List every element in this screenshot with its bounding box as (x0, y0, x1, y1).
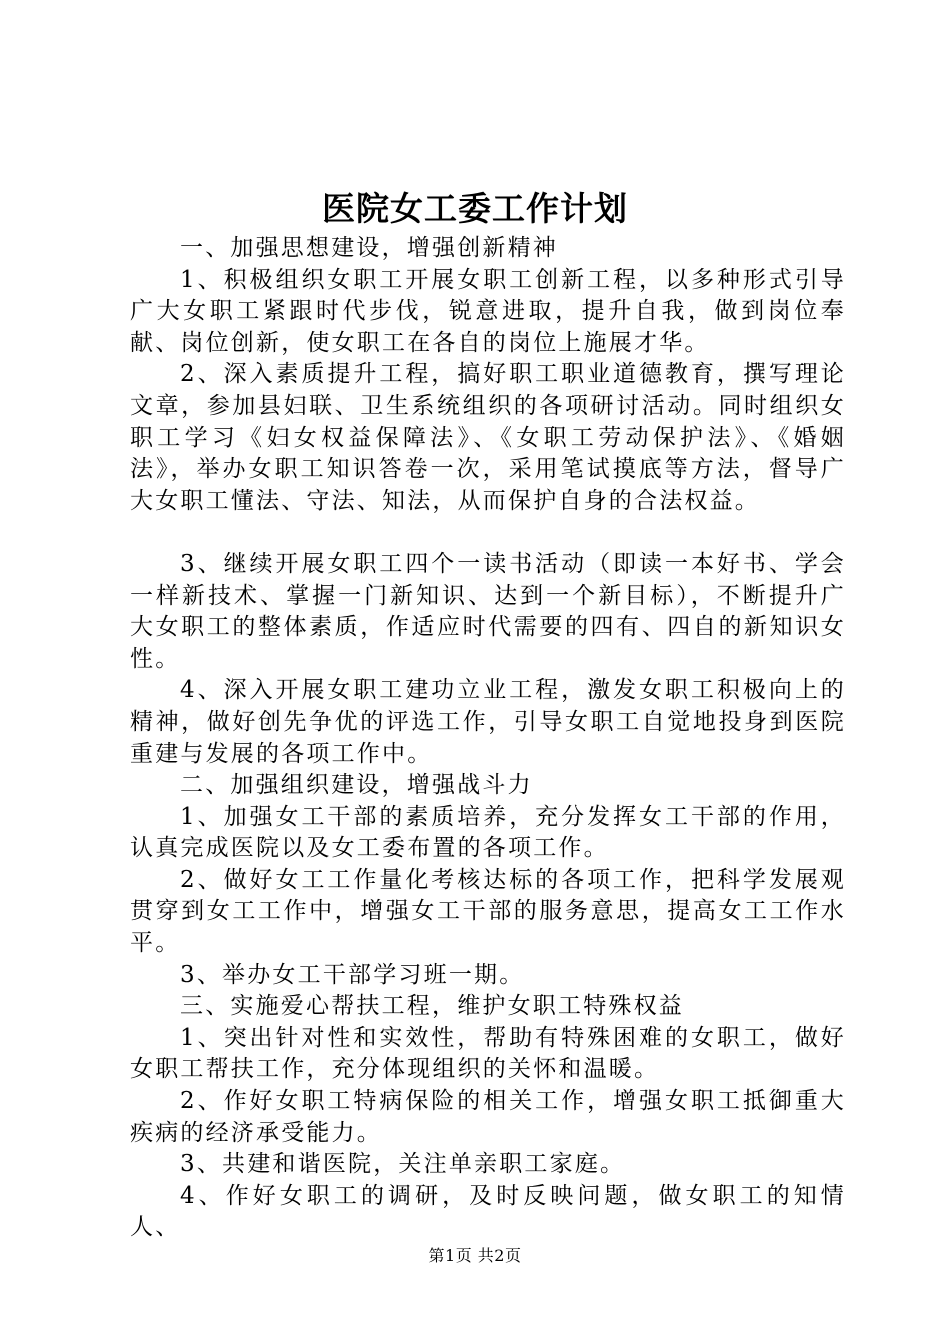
paragraph: 3、举办女工干部学习班一期。 (180, 961, 525, 988)
document-title: 医院女工委工作计划 (322, 189, 628, 228)
document-body (130, 233, 846, 1244)
paragraph: 1、加强女工干部的素质培养，充分发挥女工干部的作用，认真完成医院以及女工委布置的各项工作。 (130, 803, 846, 862)
paragraph: 4、作好女职工的调研，及时反映问题，做女职工的知情人、 (130, 1182, 846, 1241)
page-number: 第1页 共2页 (428, 1246, 522, 1265)
section-heading: 一、加强思想建设，增强创新精神 (180, 235, 558, 261)
paragraph: 1、积极组织女职工开展女职工创新工程，以多种形式引导广大女职工紧跟时代步伐，锐意进取，提升自我，做到岗位奉献、岗位创新，使女职工在各自的岗位上施展才华。 (130, 266, 846, 356)
paragraph: 2、做好女工工作量化考核达标的各项工作，把科学发展观贯穿到女工工作中，增强女工干部的服务意思，提高女工工作水平。 (130, 866, 846, 957)
paragraph: 3、继续开展女职工四个一读书活动（即读一本好书、学会一样新技术、掌握一门新知识、达到一个新目标），不断提升广大女职工的整体素质，作适应时代需要的四有、四自的新知识女性。 (130, 550, 846, 672)
blank-line (130, 517, 846, 549)
section-heading: 三、实施爱心帮扶工程，维护女职工特殊权益 (180, 993, 684, 1020)
section-heading: 二、加强组织建设，增强战斗力 (180, 772, 533, 799)
paragraph: 4、深入开展女职工建功立业工程，激发女职工积极向上的精神，做好创先争优的评选工作，引导女职工自觉地投身到医院重建与发展的各项工作中。 (130, 677, 846, 767)
paragraph: 1、突出针对性和实效性，帮助有特殊困难的女职工，做好女职工帮扶工作，充分体现组织的关怀和温暖。 (130, 1024, 846, 1083)
paragraph: 2、深入素质提升工程，搞好职工职业道德教育，撰写理论文章，参加县妇联、卫生系统组织的各项研讨活动。同时组织女职工学习《妇女权益保障法》、《女职工劳动保护法》、《婚姻法》，举办女职工知识答卷一次，采用笔试摸底等方法，督导广大女职工懂法、守法、知法，从而保护自身的合法权益。 (130, 361, 846, 514)
paragraph: 2、作好女职工特病保险的相关工作，增强女职工抵御重大疾病的经济承受能力。 (130, 1088, 846, 1146)
paragraph: 3、共建和谐医院，关注单亲职工家庭。 (180, 1151, 626, 1178)
